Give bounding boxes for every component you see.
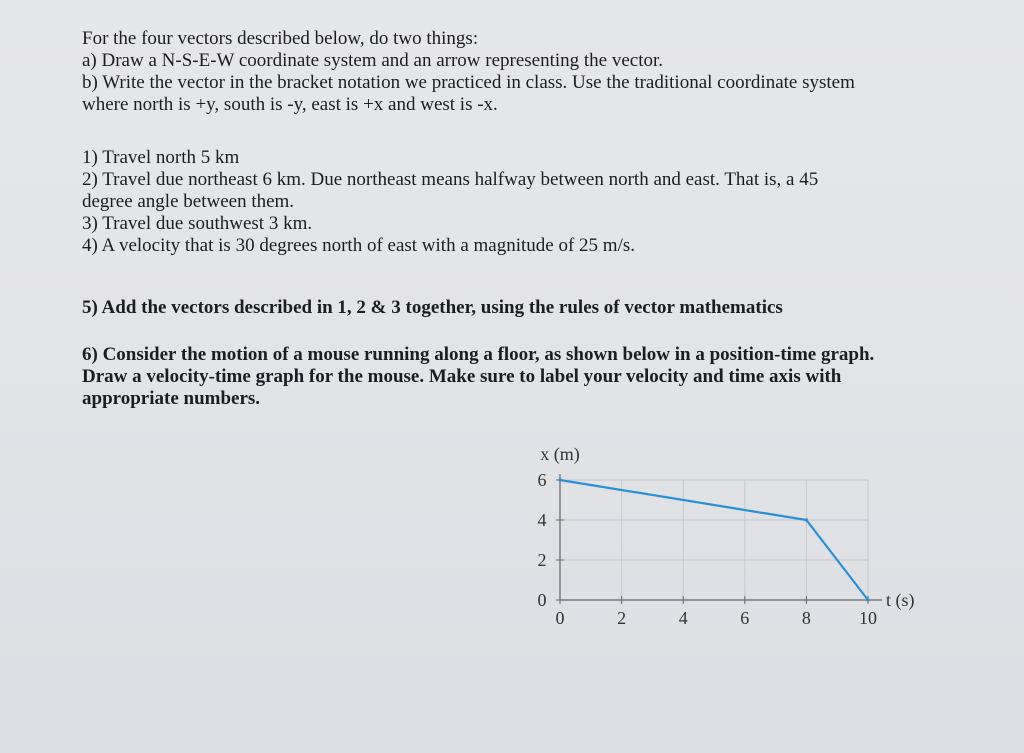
- question-5-text: 5) Add the vectors described in 1, 2 & 3 together, using the rules of vector mathematics: [82, 297, 783, 318]
- instructions-line: a) Draw a N-S-E-W coordinate system and an arrow representing the vector.: [82, 50, 664, 71]
- data-point: [866, 598, 869, 601]
- x-tick-label: 2: [617, 608, 627, 628]
- instructions-paragraph: [82, 28, 962, 116]
- data-point: [805, 518, 808, 521]
- question-6-line: appropriate numbers.: [82, 388, 261, 409]
- position-line: [560, 480, 868, 600]
- x-axis-label: t (s): [886, 590, 915, 610]
- position-time-chart: [520, 440, 940, 640]
- vector-item-1: 1) Travel north 5 km: [82, 147, 240, 168]
- vector-list: [82, 147, 962, 257]
- question-6: [82, 344, 962, 410]
- instructions-line: For the four vectors described below, do two things:: [82, 28, 479, 49]
- y-tick-label: 0: [537, 590, 547, 610]
- x-tick-label: 8: [801, 608, 811, 628]
- position-time-graph: [520, 440, 940, 640]
- y-tick-label: 2: [537, 550, 547, 570]
- y-tick-label: 4: [537, 510, 547, 530]
- vector-item-3: 3) Travel due southwest 3 km.: [82, 213, 313, 234]
- instructions-line: b) Write the vector in the bracket notation we practiced in class. Use the traditional coordinate system: [82, 72, 855, 93]
- instructions-line: where north is +y, south is -y, east is +x and west is -x.: [82, 94, 498, 115]
- x-tick-label: 4: [678, 608, 688, 628]
- y-tick-label: 6: [537, 470, 547, 490]
- question-6-line: 6) Consider the motion of a mouse running along a floor, as shown below in a position-time graph.: [82, 344, 875, 365]
- x-tick-label: 6: [740, 608, 750, 628]
- question-6-line: Draw a velocity-time graph for the mouse. Make sure to label your velocity and time axis with: [82, 366, 842, 387]
- vector-item-4: 4) A velocity that is 30 degrees north of east with a magnitude of 25 m/s.: [82, 235, 636, 256]
- vector-item-2: 2) Travel due northeast 6 km. Due northeast means halfway between north and east. That is, a 45: [82, 169, 819, 190]
- x-tick-label: 0: [555, 608, 565, 628]
- data-point: [558, 478, 561, 481]
- vector-item-2-cont: degree angle between them.: [82, 191, 295, 212]
- x-tick-label: 10: [859, 608, 877, 628]
- y-axis-label: x (m): [540, 444, 580, 464]
- question-5: [82, 297, 962, 319]
